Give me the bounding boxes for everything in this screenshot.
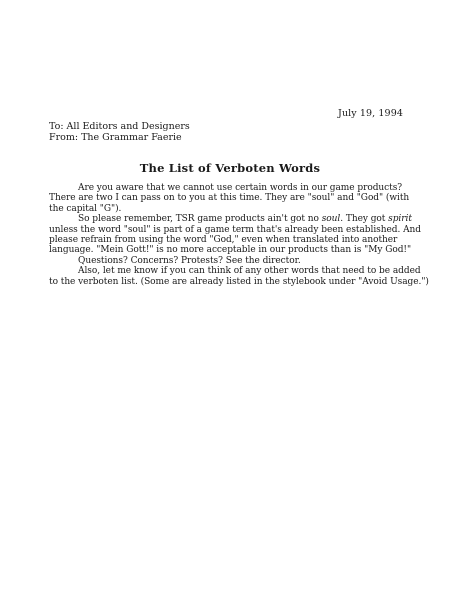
memo-to-line: To: All Editors and Designers <box>49 121 190 132</box>
paragraph-2-line-2: unless the word "soul" is part of a game term that's already been established. And <box>49 224 421 235</box>
paragraph-2-line-1 <box>49 214 412 225</box>
paragraph-4-line-2: to the verboten list. (Some are already listed in the stylebook under "Avoid Usage.") <box>49 276 429 287</box>
memo-header <box>49 121 190 143</box>
memo-body <box>49 183 429 287</box>
emphasis-soul: soul <box>321 214 341 225</box>
paragraph-2-line-3: please refrain from using the word "God," even when translated into another <box>49 235 398 246</box>
paragraph-2-text-a: So please remember, TSR game products ain't got no <box>78 214 322 225</box>
paragraph-2-text-c: . They got <box>340 214 389 225</box>
paragraph-3-line-1: Questions? Concerns? Protests? See the director. <box>78 255 301 266</box>
memo-date: July 19, 1994 <box>338 108 403 119</box>
paragraph-2-line-4: language. "Mein Gott!" is no more acceptable in our products than is "My God!" <box>49 245 412 256</box>
memo-from-line: From: The Grammar Faerie <box>49 132 182 143</box>
paragraph-4-line-1: Also, let me know if you can think of any other words that need to be added <box>78 266 421 277</box>
emphasis-spirit: spirit <box>388 214 412 225</box>
paragraph-1-line-3: the capital "G"). <box>49 203 122 214</box>
paragraph-1-line-1: Are you aware that we cannot use certain words in our game products? <box>78 183 403 193</box>
paragraph-1-line-2: There are two I can pass on to you at this time. They are "soul" and "God" (with <box>49 193 410 204</box>
memo-title: The List of Verboten Words <box>139 161 321 175</box>
